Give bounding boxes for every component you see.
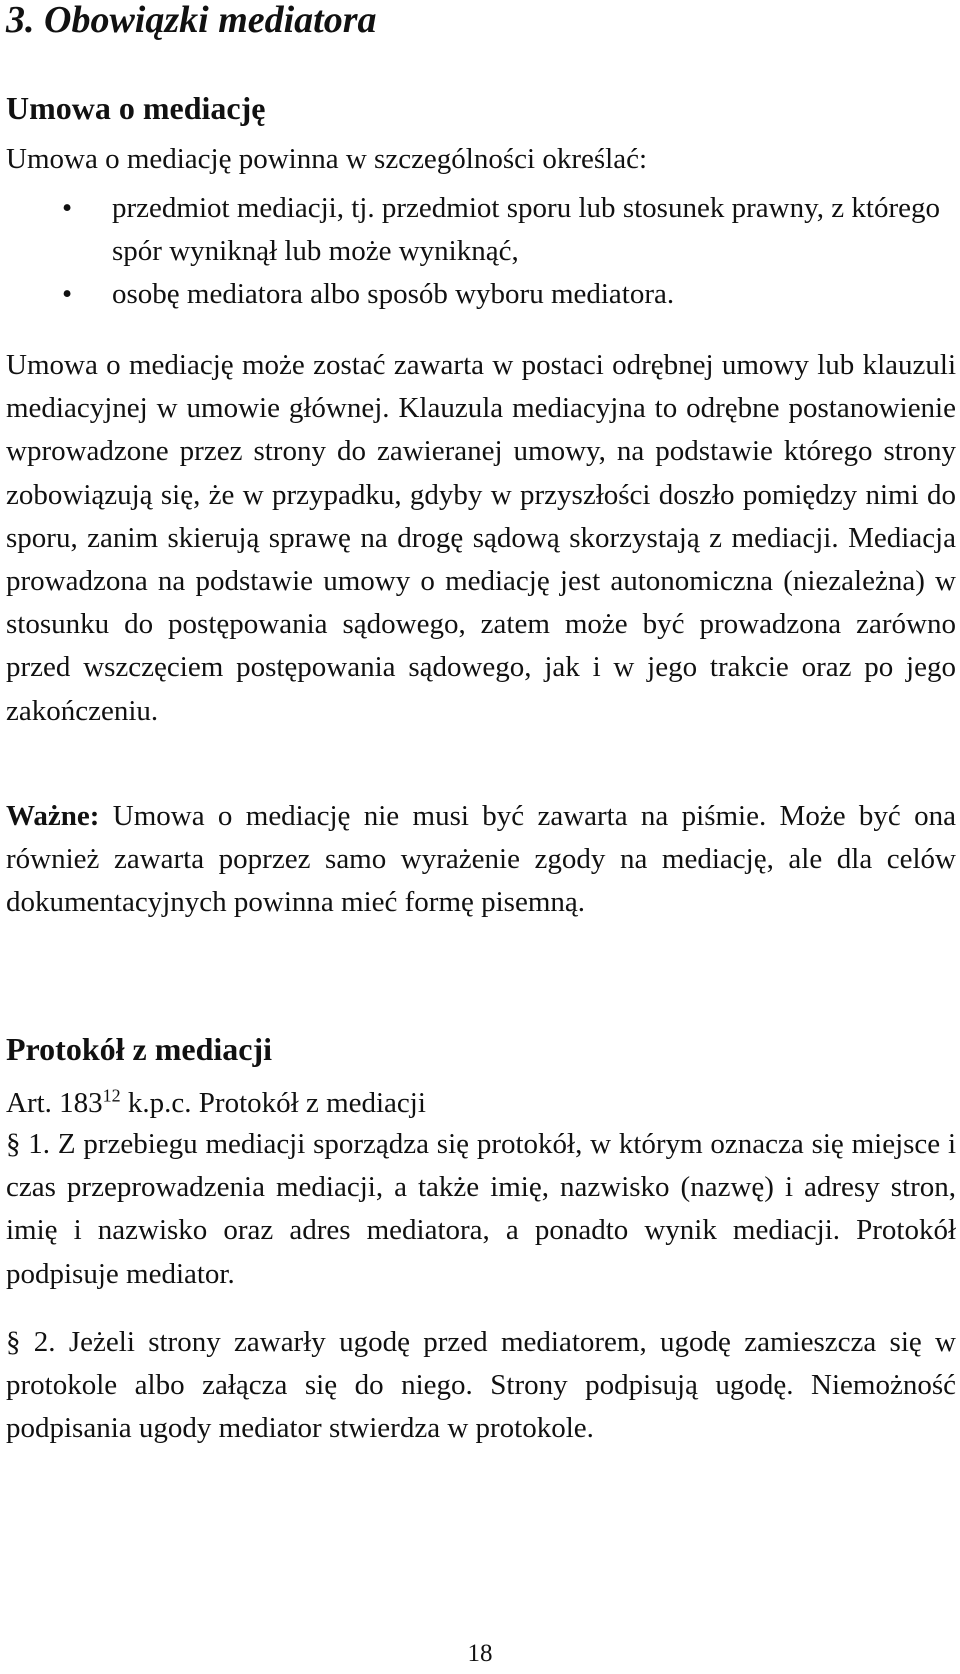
list-item xyxy=(0,273,940,316)
article-suffix: k.p.c. Protokół z mediacji xyxy=(120,1087,426,1119)
list-item-text: osobę mediatora albo sposób wyboru mediatora. xyxy=(112,278,675,311)
important-note xyxy=(6,795,956,925)
important-label: Ważne: xyxy=(6,800,100,832)
umowa-intro: Umowa o mediację powinna w szczególności określać: xyxy=(6,143,648,175)
article-prefix: Art. 183 xyxy=(6,1087,103,1119)
umowa-paragraph: Umowa o mediację może zostać zawarta w postaci odrębnej umowy lub klauzuli mediacyjnej w umowie głównej. Klauzula mediacyjna to odrębne postanowienie wprowadzone przez strony do zawieranej umowy, na podstawie którego strony zobowiązują się, że w przypadku, gdyby w przyszłości doszło pomiędzy nimi do sporu, zanim skierują sprawę na drogę sądową skorzystają z mediacji. Mediacja prowadzona na podstawie umowy o mediację jest autonomiczna (niezależna) w stosunku do postępowania sądowego, zatem może być prowadzona zarówno przed wszczęciem postępowania sądowego, jak i w jego trakcie oraz po jego zakończeniu. xyxy=(6,349,956,727)
protokol-heading: Protokół z mediacji xyxy=(6,1031,273,1067)
page-number: 18 xyxy=(467,1640,493,1667)
important-text: Umowa o mediację nie musi być zawarta na piśmie. Może być ona również zawarta poprzez samo wyrażenie zgody na mediację, ale dla celów dokumentacyjnych powinna mieć formę pisemną. xyxy=(6,800,956,919)
list-item xyxy=(0,187,940,273)
protokol-paragraph-1: § 1. Z przebiegu mediacji sporządza się protokół, w którym oznacza się miejsce i czas przeprowadzenia mediacji, a także imię, nazwisko (nazwę) i adresy stron, imię i nazwisko oraz adres mediatora, a ponadto wynik mediacji. Protokół podpisuje mediator. xyxy=(6,1128,956,1290)
bullet-icon: • xyxy=(62,278,73,311)
article-reference xyxy=(6,1082,956,1125)
list-item-text: przedmiot mediacji, tj. przedmiot sporu lub stosunek prawny, z którego spór wyniknął lub może wyniknąć, xyxy=(112,192,940,268)
umowa-bullet-list xyxy=(0,187,940,317)
umowa-heading: Umowa o mediację xyxy=(6,90,266,126)
protokol-paragraph-2: § 2. Jeżeli strony zawarły ugodę przed mediatorem, ugodę zamieszcza się w protokole albo załącza się do niego. Strony podpisują ugodę. Niemożność podpisania ugody mediator stwierdza w protokole. xyxy=(6,1326,956,1445)
bullet-icon: • xyxy=(62,192,73,224)
section-title: 3. Obowiązki mediatora xyxy=(6,0,377,41)
article-superscript: 12 xyxy=(102,1085,121,1106)
